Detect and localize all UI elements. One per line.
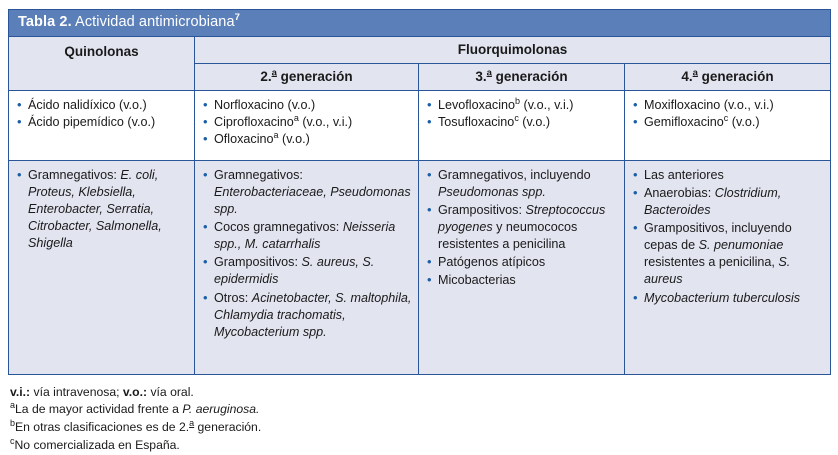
drugs-gen3-list (427, 97, 618, 131)
spectrum-label: Otros: (214, 290, 252, 305)
spectrum-quinolonas-cell (9, 160, 195, 374)
header-generation-3 (419, 63, 625, 90)
spectrum-label: Anaerobias: (644, 185, 715, 200)
drugs-gen3-cell (419, 90, 625, 160)
spectrum-organism: Streptococcus pyogenes (438, 202, 606, 235)
drug-footnote-marker: b (515, 95, 521, 106)
spectrum-label: Grampositivos, incluyendo cepas de (644, 221, 792, 253)
spectrum-label: Las anteriores (644, 167, 724, 182)
drug-name: Tosufloxacino (438, 114, 515, 129)
spectrum-gen3-list (427, 167, 618, 290)
drugs-quinolonas-cell (9, 90, 195, 160)
table-title-main: Actividad antimicrobiana (71, 14, 235, 30)
header-generation-2 (195, 63, 419, 90)
spectrum-gen2-list (203, 167, 412, 341)
footnote-c (10, 437, 830, 455)
drug-name: Gemifloxacino (644, 114, 724, 129)
spectrum-label: Cocos gramnegativos: (214, 220, 343, 235)
table-title-prefix: Tabla 2. (18, 14, 72, 30)
drugs-gen4-cell (625, 90, 831, 160)
drugs-quinolonas-list (17, 97, 188, 131)
footnote-abbreviations (10, 384, 830, 402)
drug-item (427, 114, 618, 131)
spectrum-gen4-list (633, 167, 824, 307)
abbrev-vo-text: vía oral. (147, 384, 194, 399)
drug-name: Levofloxacino (438, 97, 516, 112)
drug-name: Norfloxacino (v.o.) (214, 97, 316, 112)
spectrum-gen3-cell (419, 160, 625, 374)
spectrum-item (427, 202, 618, 253)
footnote-b-ordinal: a (189, 418, 195, 429)
abbrev-vi-label: v.i.: (10, 384, 31, 399)
spectrum-organism: Acinetobacter, S. maltophila, Chlamydia trachomatis, Mycobacterium spp. (214, 290, 412, 339)
spectrum-item (17, 167, 188, 253)
drug-footnote-marker: c (514, 112, 519, 123)
spectrum-organism: Neisseria spp., M. catarrhalis (214, 220, 396, 252)
drug-route: (v.o.) (278, 131, 310, 146)
header-row-group (9, 36, 831, 63)
spectrum-item (633, 185, 824, 219)
drug-item (633, 97, 824, 114)
drug-item (203, 97, 412, 114)
drug-footnote-marker: a (273, 129, 279, 140)
footnote-a-marker: a (10, 400, 16, 411)
spectrum-label: Gramnegativos: (28, 167, 121, 182)
table-title-cell (9, 10, 831, 37)
drug-name: Ácido nalidíxico (v.o.) (28, 97, 147, 112)
spectrum-label: Grampositivos: (214, 255, 302, 270)
drug-name: Ácido pipemídico (v.o.) (28, 114, 156, 129)
drug-footnote-marker: a (293, 112, 299, 123)
spectrum-item (203, 219, 412, 253)
spectrum-row (9, 160, 831, 374)
spectrum-quinolonas-list (17, 167, 188, 253)
gen2-ordinal: a (271, 67, 277, 79)
table-footnotes (8, 384, 830, 455)
drug-name: Moxifloxacino (v.o., v.i.) (644, 97, 774, 112)
spectrum-organism: Pseudomonas spp. (438, 184, 546, 199)
drug-route: (v.o., v.i.) (520, 97, 574, 112)
footnote-b-marker: b (10, 418, 16, 429)
gen3-ordinal: a (486, 67, 492, 79)
footnote-c-marker: c (10, 436, 15, 447)
gen4-number: 4. (681, 68, 693, 84)
spectrum-item (203, 290, 412, 341)
spectrum-item (203, 254, 412, 288)
drug-list-row (9, 90, 831, 160)
table-title-row (9, 10, 831, 37)
spectrum-item (427, 254, 618, 271)
spectrum-organism: S. aureus, S. epidermidis (214, 255, 375, 287)
abbrev-vo-label: v.o.: (122, 384, 148, 399)
drug-route: (v.o.) (518, 114, 551, 129)
drug-name: Ciprofloxacino (214, 114, 294, 129)
gen4-word: generación (697, 68, 774, 84)
spectrum-organism: E. coli, Proteus, Klebsiella, Enterobacter, Serratia, Citrobacter, Salmonella, Shigella (28, 167, 162, 251)
drug-item (17, 114, 188, 131)
drug-name: Ofloxacino (214, 131, 274, 146)
gen2-number: 2. (260, 68, 272, 84)
footnote-c-text: No comercializada en España. (14, 438, 180, 453)
drug-route: (v.o., v.i.) (298, 114, 353, 129)
spectrum-item (633, 220, 824, 289)
spectrum-organism: Mycobacterium tuberculosis (644, 290, 801, 305)
drug-item (203, 114, 412, 131)
spectrum-item (633, 290, 824, 307)
spectrum-item (203, 167, 412, 218)
drugs-gen4-list (633, 97, 824, 131)
footnote-b (10, 419, 830, 437)
spectrum-organism: S. penumoniae (698, 238, 784, 253)
footnote-a (10, 401, 830, 419)
spectrum-tail: y neumococos resistentes a penicilina (438, 220, 578, 252)
spectrum-organism: Clostridium, Bacteroides (644, 185, 782, 217)
footnote-a-text: La de mayor actividad frente a (15, 402, 183, 417)
spectrum-organism: Enterobacteriaceae, Pseudomonas spp. (214, 184, 411, 216)
footnote-a-italic: P. aeruginosa. (182, 402, 260, 417)
spectrum-label: Grampositivos: (438, 202, 526, 217)
drugs-gen2-cell (195, 90, 419, 160)
drug-item (427, 97, 618, 114)
footnote-b-text: En otras clasificaciones es de 2. (15, 420, 190, 435)
header-fluorquimolonas: Fluorquimolonas (195, 36, 831, 63)
gen2-word: generación (276, 68, 353, 84)
antimicrobial-activity-table (8, 9, 831, 375)
table-title-superscript: 7 (234, 12, 241, 24)
gen3-number: 3. (475, 68, 487, 84)
footnote-b-tail: generación. (194, 420, 262, 435)
drug-footnote-marker: c (723, 112, 729, 123)
drug-item (17, 97, 188, 114)
spectrum-gen4-cell (625, 160, 831, 374)
drugs-gen2-list (203, 97, 412, 148)
gen4-ordinal: a (692, 67, 698, 79)
spectrum-label: Gramnegativos, incluyendo (438, 167, 591, 182)
spectrum-label: Gramnegativos: (214, 167, 303, 182)
drug-route: (v.o.) (728, 114, 760, 129)
spectrum-gen2-cell (195, 160, 419, 374)
header-generation-4 (625, 63, 831, 90)
abbrev-vi-text: vía intravenosa; (30, 384, 123, 399)
spectrum-item (427, 272, 618, 289)
drug-item (633, 114, 824, 131)
table-title (18, 14, 830, 31)
header-quinolonas: Quinolonas (9, 36, 195, 90)
spectrum-label: Micobacterias (438, 273, 516, 288)
gen3-word: generación (491, 68, 568, 84)
spectrum-tail: resistentes a penicilina, (644, 255, 779, 270)
spectrum-organism-2: S. aureus (644, 255, 791, 287)
drug-item (203, 131, 412, 148)
spectrum-item (427, 167, 618, 201)
spectrum-item (633, 167, 824, 184)
spectrum-label: Patógenos atípicos (438, 255, 546, 270)
